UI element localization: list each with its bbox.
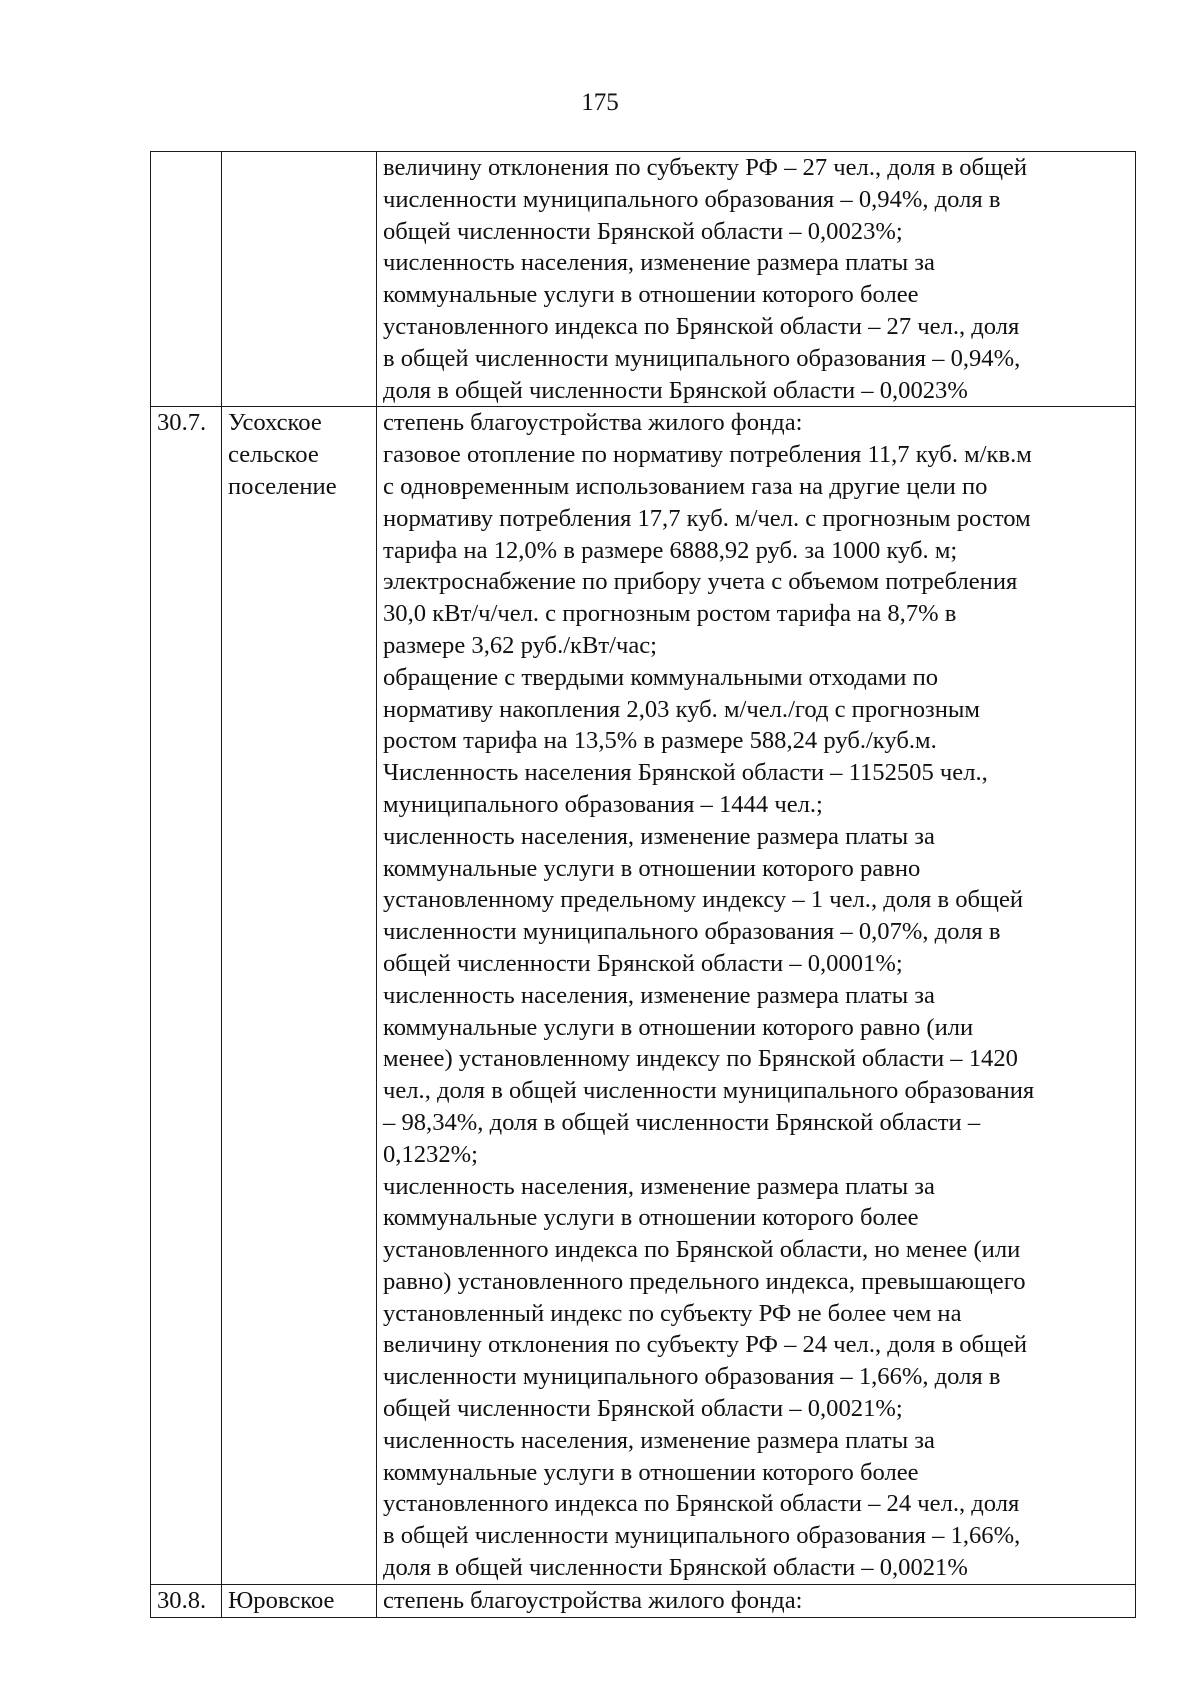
row-number: 30.8. — [157, 1586, 207, 1614]
description-line: установленному предельному индексу – 1 чел., доля в общей — [383, 886, 1024, 914]
description-line: величину отклонения по субъекту РФ – 27 чел., доля в общей — [383, 154, 1028, 181]
description-cell — [377, 1584, 1136, 1617]
settlement-name-cell — [222, 407, 377, 1584]
description-line: 0,1232%; — [383, 1140, 478, 1168]
row-number-cell — [151, 1584, 222, 1617]
description-line: степень благоустройства жилого фонда: — [383, 1586, 803, 1614]
description-line: 30,0 кВт/ч/чел. с прогнозным ростом тарифа на 8,7% в — [383, 600, 957, 628]
settlement-name-line: сельское — [228, 441, 319, 469]
description-line: доля в общей численности Брянской области – 0,0021% — [383, 1554, 968, 1582]
description-line: электроснабжение по прибору учета с объемом потребления — [383, 568, 1018, 596]
description-line: установленного индекса по Брянской области – 27 чел., доля — [383, 312, 1020, 340]
settlement-name-cell — [222, 1584, 377, 1617]
table-row — [151, 1584, 1136, 1617]
description-line: численность населения, изменение размера платы за — [383, 1426, 935, 1454]
description-line: численность населения, изменение размера платы за — [383, 822, 935, 850]
description-line: Численность населения Брянской области – 1152505 чел., — [383, 759, 988, 787]
description-cell — [377, 152, 1136, 407]
settlement-name-line: Усохское — [228, 409, 322, 437]
table-row — [151, 407, 1136, 1584]
description-line: коммунальные услуги в отношении которого равно (или — [383, 1013, 974, 1041]
description-line: тарифа на 12,0% в размере 6888,92 руб. за 1000 куб. м; — [383, 536, 958, 564]
description-line: общей численности Брянской области – 0,0021%; — [383, 1395, 903, 1423]
description-line: менее) установленному индексу по Брянской области – 1420 — [383, 1045, 1018, 1073]
description-line: численности муниципального образования – 0,07%, доля в — [383, 918, 1001, 946]
description-line: общей численности Брянской области – 0,0001%; — [383, 949, 903, 977]
description-line: общей численности Брянской области – 0,0023%; — [383, 217, 903, 245]
description-line: муниципального образования – 1444 чел.; — [383, 790, 823, 818]
description-line: коммунальные услуги в отношении которого равно — [383, 854, 921, 882]
description-line: в общей численности муниципального образования – 1,66%, — [383, 1522, 1021, 1550]
description-line: доля в общей численности Брянской области – 0,0023% — [383, 376, 968, 404]
description-line: установленного индекса по Брянской области, но менее (или — [383, 1236, 1021, 1264]
description-line: численности муниципального образования – 0,94%, доля в — [383, 185, 1001, 213]
description-line: с одновременным использованием газа на другие цели по — [383, 472, 988, 500]
page-number: 175 — [581, 89, 619, 116]
description-line: ростом тарифа на 13,5% в размере 588,24 руб./куб.м. — [383, 727, 937, 755]
description-line: обращение с твердыми коммунальными отходами по — [383, 663, 939, 691]
table-body — [151, 152, 1136, 1618]
description-line: численность населения, изменение размера платы за — [383, 981, 935, 1009]
row-number-cell — [151, 407, 222, 1584]
description-line: установленный индекс по субъекту РФ не более чем на — [383, 1299, 962, 1327]
description-line: коммунальные услуги в отношении которого более — [383, 281, 919, 309]
description-line: в общей численности муниципального образования – 0,94%, — [383, 344, 1021, 372]
description-line: степень благоустройства жилого фонда: — [383, 409, 803, 437]
description-line: нормативу потребления 17,7 куб. м/чел. с прогнозным ростом — [383, 504, 1031, 532]
settlements-table — [150, 151, 1136, 1618]
description-line: – 98,34%, доля в общей численности Брянской области – — [383, 1108, 981, 1136]
table-row — [151, 152, 1136, 407]
description-line: величину отклонения по субъекту РФ – 24 чел., доля в общей — [383, 1331, 1028, 1359]
description-line: коммунальные услуги в отношении которого более — [383, 1458, 919, 1486]
settlement-name-line: поселение — [228, 472, 337, 500]
description-line: нормативу накопления 2,03 куб. м/чел./год с прогнозным — [383, 695, 980, 723]
description-line: газовое отопление по нормативу потребления 11,7 куб. м/кв.м — [383, 441, 1032, 469]
description-line: установленного индекса по Брянской области – 24 чел., доля — [383, 1490, 1020, 1518]
description-line: численность населения, изменение размера платы за — [383, 249, 935, 277]
description-line: численности муниципального образования – 1,66%, доля в — [383, 1363, 1001, 1391]
description-line: численность населения, изменение размера платы за — [383, 1172, 935, 1200]
description-line: равно) установленного предельного индекса, превышающего — [383, 1267, 1026, 1295]
settlement-name-line: Юровское — [228, 1586, 335, 1614]
row-number: 30.7. — [157, 409, 207, 437]
description-line: чел., доля в общей численности муниципального образования — [383, 1077, 1035, 1105]
description-cell — [377, 407, 1136, 1584]
description-line: размере 3,62 руб./кВт/час; — [383, 631, 658, 659]
row-number-cell — [151, 152, 222, 407]
settlement-name-cell — [222, 152, 377, 407]
description-line: коммунальные услуги в отношении которого более — [383, 1204, 919, 1232]
